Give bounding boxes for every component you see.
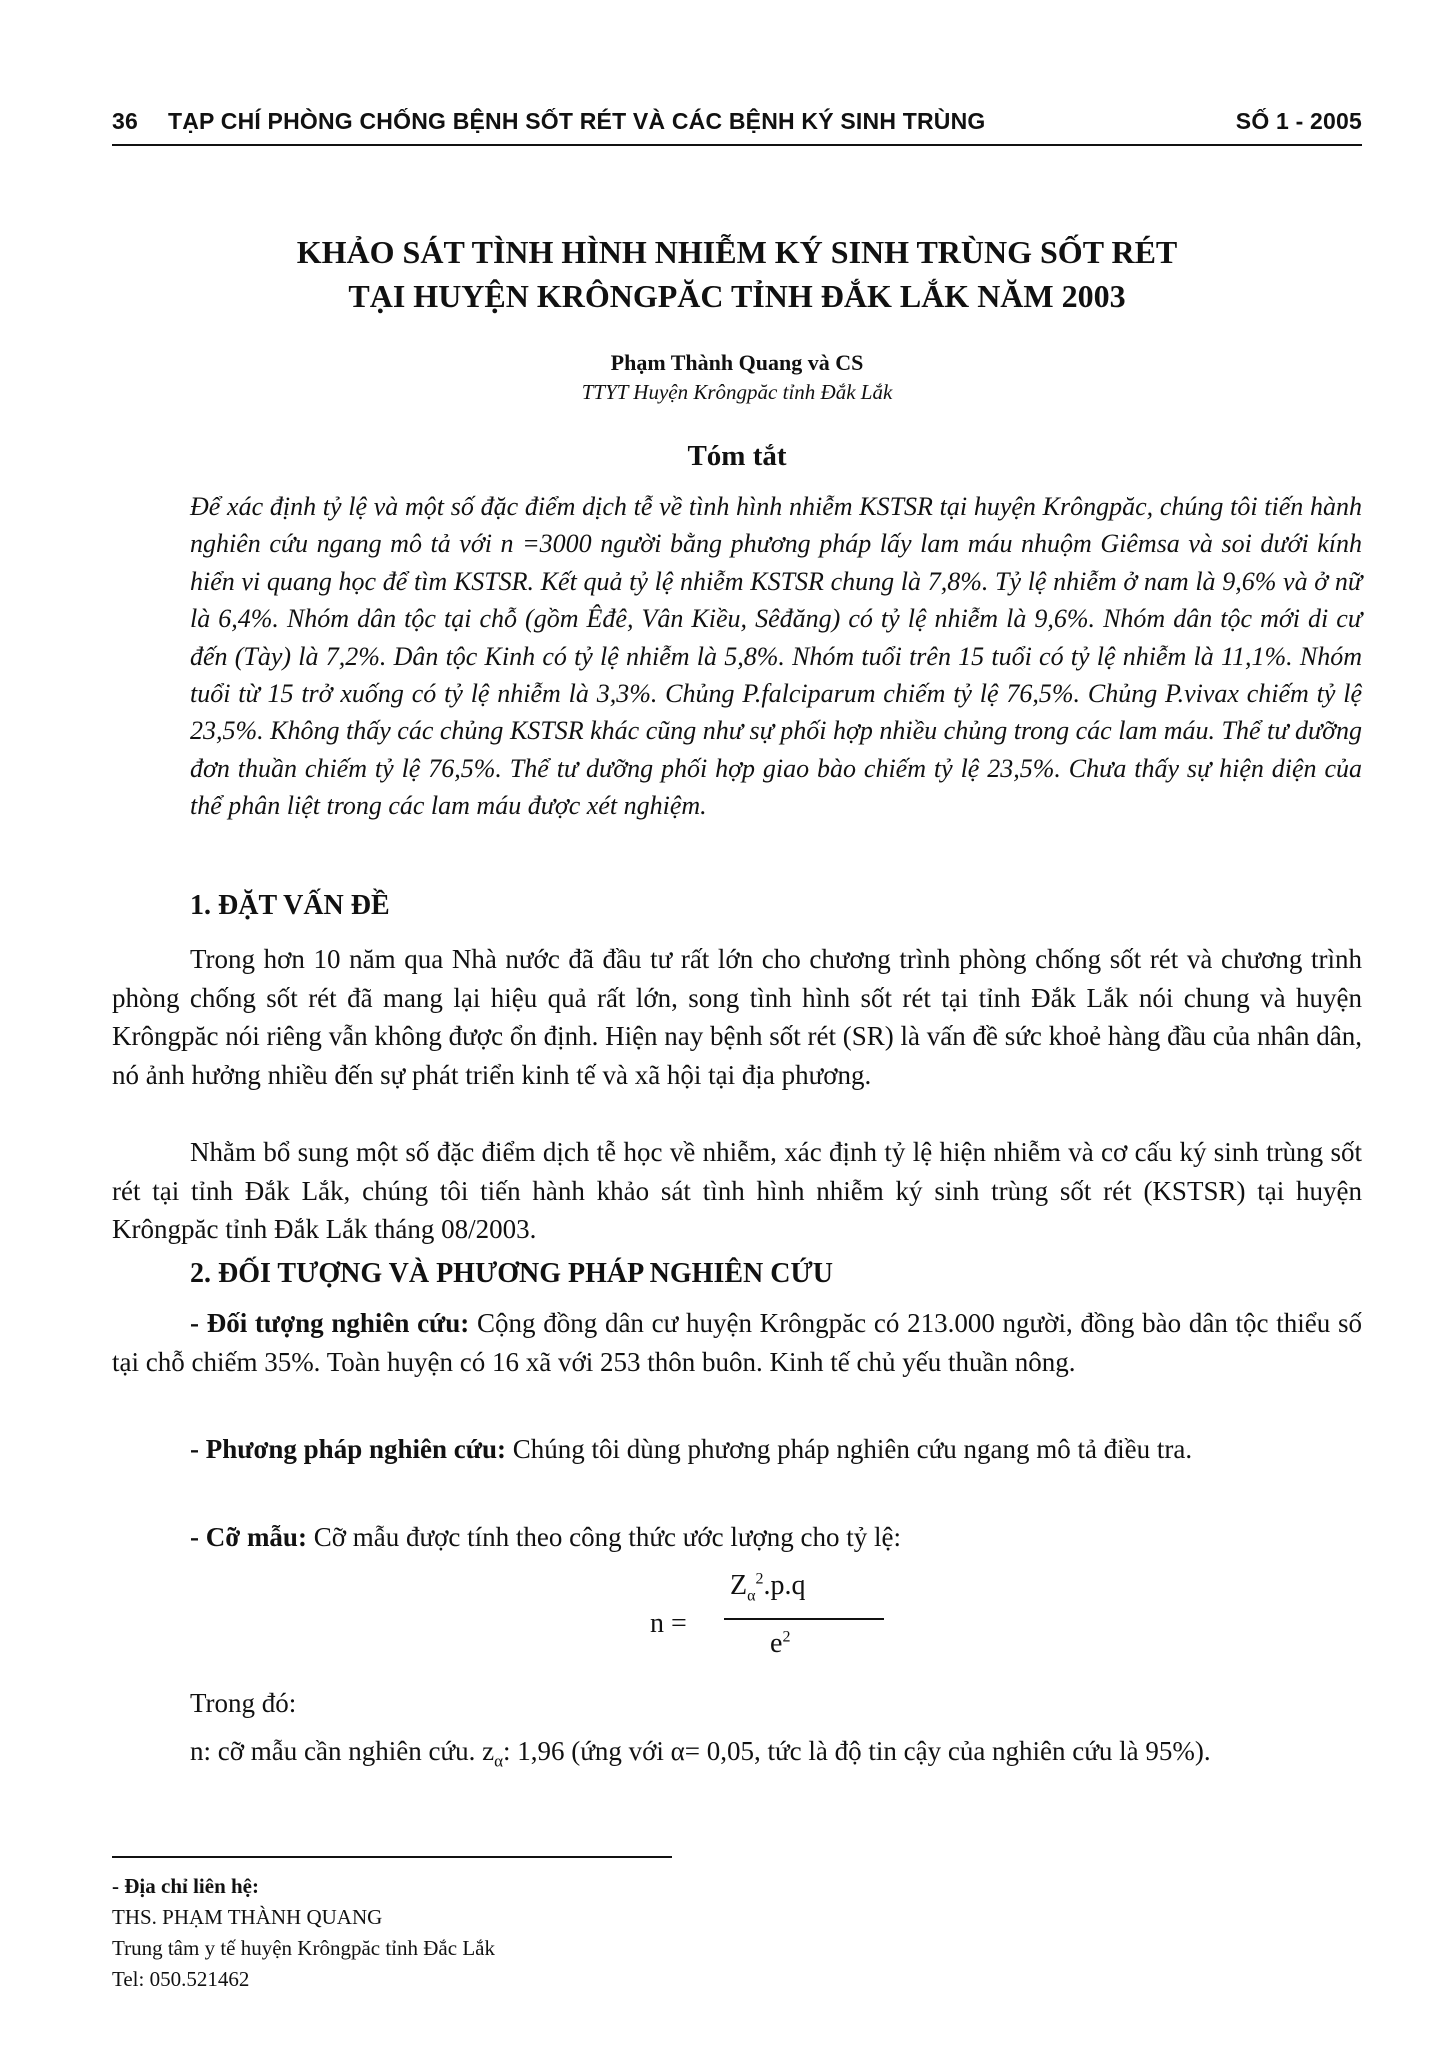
abstract-text: [190, 488, 1362, 825]
formula-alpha: α: [747, 1587, 756, 1605]
n-definition-alpha: α: [494, 1751, 503, 1771]
where-label: Trong đó:: [190, 1688, 297, 1718]
study-subject-text: Cộng đồng dân cư huyện Krôngpăc có 213.000 người, đồng bào dân tộc thiểu số tại chỗ chiếm 35%. Toàn huyện có 16 xã với 253 thôn buôn. Kinh tế chủ yếu thuần nông.: [112, 1308, 1362, 1377]
sample-size-paragraph: [112, 1518, 1362, 1557]
section-1-paragraph-2: Nhằm bổ sung một số đặc điểm dịch tễ học về nhiễm, xác định tỷ lệ hiện nhiễm và cơ cấu ký sinh trùng sốt rét tại tỉnh Đắk Lắk, chúng tôi tiến hành khảo sát tình hình nhiễm ký sinh trùng sốt rét (KSTSR) tại huyện Krôngpăc tỉnh Đắk Lắk tháng 08/2003.: [112, 1137, 1362, 1244]
authors: Phạm Thành Quang và CS: [610, 350, 864, 375]
formula-e: e: [770, 1628, 783, 1659]
article-title: [112, 230, 1362, 318]
abstract-heading: Tóm tắt: [687, 440, 787, 472]
study-subject-label: - Đối tượng nghiên cứu:: [190, 1308, 470, 1338]
issue-number: SỐ 1 - 2005: [1235, 108, 1362, 134]
page-number: 36: [112, 108, 138, 134]
abstract-text-content: Để xác định tỷ lệ và một số đặc điểm dịch tễ về tình hình nhiễm KSTSR tại huyện Krôngpăc, chúng tôi tiến hành nghiên cứu ngang mô tả với n =3000 người bằng phương pháp lấy lam máu nhuộm Giêmsa và soi dưới kính hiển vi quang học để tìm KSTSR. Kết quả tỷ lệ nhiễm KSTSR chung là 7,8%. Tỷ lệ nhiễm ở nam là 9,6% và ở nữ là 6,4%. Nhóm dân tộc tại chỗ (gồm Êđê, Vân Kiều, Sêđăng) có tỷ lệ nhiễm là 9,6%. Nhóm dân tộc mới di cư đến (Tày) là 7,2%. Dân tộc Kinh có tỷ lệ nhiễm là 5,8%. Nhóm tuổi trên 15 tuổi có tỷ lệ nhiễm là 11,1%. Nhóm tuổi từ 15 trở xuống có tỷ lệ nhiễm là 3,3%. Chủng P.falciparum chiếm tỷ lệ 76,5%. Chủng P.vivax chiếm tỷ lệ 23,5%. Không thấy các chủng KSTSR khác cũng như sự phối hợp nhiều chủng trong các lam máu. Thể tư dưỡng đơn thuần chiếm tỷ lệ 76,5%. Thể tư dưỡng phối hợp giao bào chiếm tỷ lệ 23,5%. Chưa thấy sự hiện diện của thể phân liệt trong các lam máu được xét nghiệm.: [190, 492, 1362, 821]
affiliation: TTYT Huyện Krôngpăc tỉnh Đắk Lắk: [581, 380, 893, 404]
sample-size-label: - Cỡ mẫu:: [190, 1522, 307, 1552]
section-1-heading: 1. ĐẶT VẤN ĐỀ: [190, 890, 390, 921]
study-method-paragraph: [112, 1430, 1362, 1469]
study-method-text: Chúng tôi dùng phương pháp nghiên cứu ngang mô tả điều tra.: [505, 1434, 1193, 1464]
header-rule: [112, 144, 1362, 146]
journal-title: TẠP CHÍ PHÒNG CHỐNG BỆNH SỐT RÉT VÀ CÁC BỆNH KÝ SINH TRÙNG: [167, 108, 986, 134]
title-line-1: KHẢO SÁT TÌNH HÌNH NHIỄM KÝ SINH TRÙNG SỐT RÉT: [296, 234, 1178, 270]
formula-numerator: [730, 1570, 806, 1606]
footnote-name: THS. PHẠM THÀNH QUANG: [112, 1905, 383, 1929]
formula-z: Z: [730, 1570, 748, 1601]
footnote-label: - Địa chỉ liên hệ:: [112, 1874, 259, 1898]
formula-e-exp: 2: [782, 1628, 791, 1646]
n-definition-start: n: cỡ mẫu cần nghiên cứu. z: [190, 1736, 495, 1766]
n-definition-end: : 1,96 (ứng với α= 0,05, tức là độ tin cậy của nghiên cứu là 95%).: [502, 1736, 1211, 1766]
n-definition: [112, 1732, 1362, 1781]
formula-pq: .p.q: [763, 1570, 806, 1601]
formula-lhs: n =: [650, 1608, 687, 1639]
formula-z-exp: 2: [755, 1570, 764, 1588]
formula-denominator: [770, 1628, 790, 1660]
sample-size-formula: [650, 1570, 1050, 1680]
footnote-telephone: Tel: 050.521462: [112, 1967, 250, 1991]
running-header: [112, 108, 1362, 135]
study-subject-paragraph: [112, 1304, 1362, 1381]
title-line-2: TẠI HUYỆN KRÔNGPĂC TỈNH ĐẮK LẮK NĂM 2003: [348, 278, 1126, 314]
footnote-organization: Trung tâm y tế huyện Krôngpăc tỉnh Đắc Lắk: [112, 1936, 495, 1960]
sample-size-text: Cỡ mẫu được tính theo công thức ước lượng cho tỷ lệ:: [306, 1522, 901, 1552]
footnote-rule: [112, 1856, 672, 1858]
section-1-paragraph-1: Trong hơn 10 năm qua Nhà nước đã đầu tư rất lớn cho chương trình phòng chống sốt rét và chương trình phòng chống sốt rét đã mang lại hiệu quả rất lớn, song tình hình sốt rét tại tỉnh Đắk Lắk nói chung và huyện Krôngpăc nói riêng vẫn không được ổn định. Hiện nay bệnh sốt rét (SR) là vấn đề sức khoẻ hàng đầu của nhân dân, nó ảnh hưởng nhiều đến sự phát triển kinh tế và xã hội tại địa phương.: [112, 944, 1362, 1090]
study-method-label: - Phương pháp nghiên cứu:: [190, 1434, 506, 1464]
section-2-heading: 2. ĐỐI TƯỢNG VÀ PHƯƠNG PHÁP NGHIÊN CỨU: [190, 1258, 833, 1289]
formula-fraction-bar: [724, 1618, 884, 1620]
